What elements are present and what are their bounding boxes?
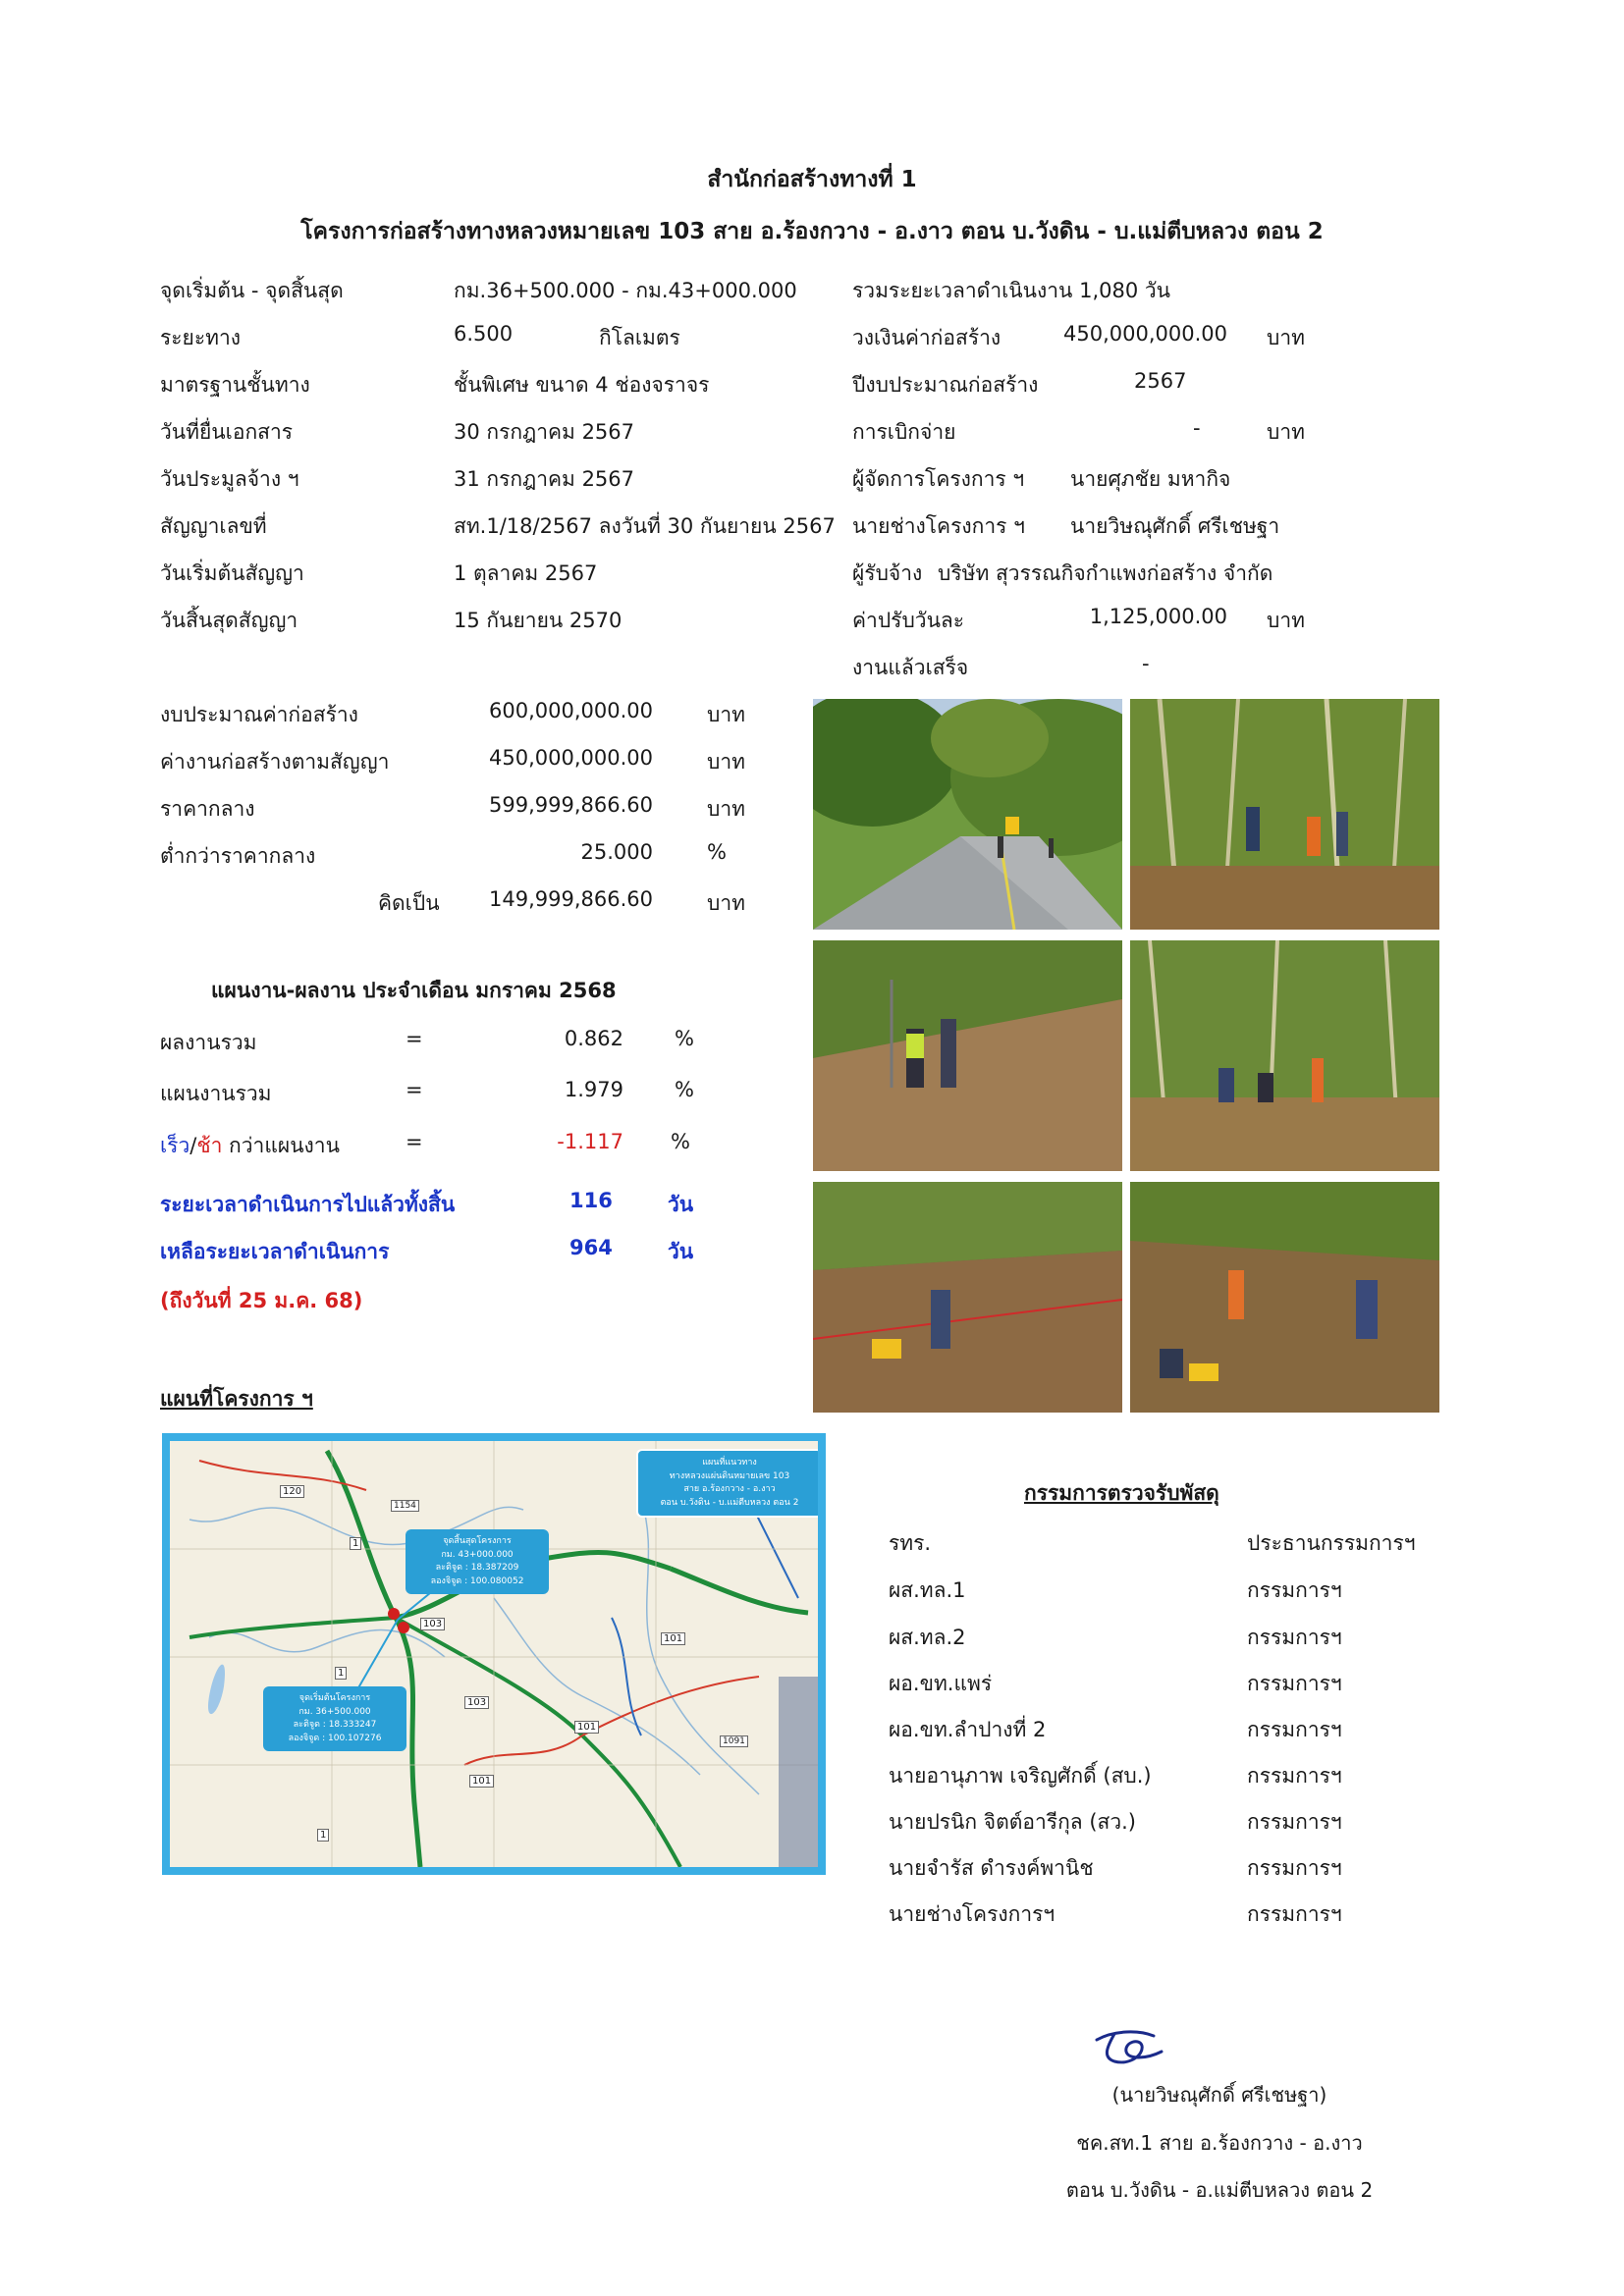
map-start-marker xyxy=(398,1622,409,1633)
committee-member-role: กรรมการฯ xyxy=(1247,1578,1342,1602)
progress-diff-label xyxy=(160,1130,340,1162)
committee-member-name: ผอ.ขท.แพร่ xyxy=(889,1672,993,1695)
committee-member-role: กรรมการฯ xyxy=(1247,1626,1342,1649)
budget-label: ค่างานก่อสร้างตามสัญญา xyxy=(160,750,390,774)
budget-unit: บาท xyxy=(707,703,745,726)
site-photo-slope-2 xyxy=(813,1182,1122,1413)
budget-value: 599,999,866.60 xyxy=(489,793,653,817)
budget-unit: บาท xyxy=(707,891,745,915)
map-heading: แผนที่โครงการ ฯ xyxy=(160,1387,313,1411)
route-label-1: 1 xyxy=(350,1537,361,1550)
legend-line: ตอน บ.วังดิน - บ.แม่ตีบหลวง ตอน 2 xyxy=(660,1497,799,1508)
committee-member-name: ผส.ทล.2 xyxy=(889,1626,966,1649)
info-label: วงเงินค่าก่อสร้าง xyxy=(852,326,1001,349)
route-label-101: 101 xyxy=(574,1721,599,1734)
signer-position: ชค.สท.1 สาย อ.ร้องกวาง - อ.งาว xyxy=(1076,2131,1363,2155)
info-unit: บาท xyxy=(1267,420,1305,444)
slow-label: ช้า xyxy=(196,1134,223,1157)
progress-unit: % xyxy=(675,1078,694,1101)
elapsed-unit: วัน xyxy=(668,1193,694,1216)
project-title: โครงการก่อสร้างทางหลวงหมายเลข 103 สาย อ.ร้องกวาง - อ.งาว ตอน บ.วังดิน - บ.แม่ตีบหลวง ตอน 2 xyxy=(300,219,1324,244)
committee-member-name: นายปรนิก จิตต์อารีกุล (สว.) xyxy=(889,1810,1136,1834)
committee-member-name: นายจำรัส ดำรงค์พานิช xyxy=(889,1856,1094,1880)
info-label: วันสิ้นสุดสัญญา xyxy=(160,609,298,632)
info-label: ค่าปรับวันละ xyxy=(852,609,965,632)
info-value: บริษัท สุวรรณกิจกำแพงก่อสร้าง จำกัด xyxy=(938,561,1273,585)
remaining-unit: วัน xyxy=(668,1240,694,1263)
site-photo-forest-2 xyxy=(1130,940,1439,1171)
remaining-label: เหลือระยะเวลาดำเนินการ xyxy=(160,1240,390,1263)
info-value: สท.1/18/2567 ลงวันที่ 30 กันยายน 2567 xyxy=(454,514,836,538)
info-label: สัญญาเลขที่ xyxy=(160,514,267,538)
committee-member-role: กรรมการฯ xyxy=(1247,1764,1342,1788)
budget-label: คิดเป็น xyxy=(378,891,440,915)
committee-member-role: กรรมการฯ xyxy=(1247,1810,1342,1834)
info-label: นายช่างโครงการ ฯ xyxy=(852,514,1025,538)
info-value: 2567 xyxy=(1134,369,1187,393)
signer-name: (นายวิษณุศักดิ์ ศรีเชษฐา) xyxy=(1111,2083,1327,2107)
committee-member-name: รทร. xyxy=(889,1531,932,1555)
route-label-101: 101 xyxy=(661,1632,685,1645)
budget-value: 600,000,000.00 xyxy=(489,699,653,722)
progress-unit: % xyxy=(671,1130,690,1153)
end-line: จุดสิ้นสุดโครงการ xyxy=(443,1536,512,1546)
diff-rest: กว่าแผนงาน xyxy=(222,1134,340,1157)
info-value: 30 กรกฎาคม 2567 xyxy=(454,420,635,444)
committee-member-role: ประธานกรรมการฯ xyxy=(1247,1531,1416,1555)
route-label-1091: 1091 xyxy=(720,1735,748,1747)
progress-unit: % xyxy=(675,1027,694,1050)
budget-unit: % xyxy=(707,840,727,864)
site-photo-slope-3 xyxy=(1130,1182,1439,1413)
signature-mark xyxy=(1085,2022,1173,2071)
info-value: กม.36+500.000 - กม.43+000.000 xyxy=(454,279,797,302)
progress-value: 0.862 xyxy=(564,1027,623,1050)
site-photo-road xyxy=(813,699,1122,930)
budget-value: 149,999,866.60 xyxy=(489,887,653,911)
budget-unit: บาท xyxy=(707,750,745,774)
info-label: ปีงบประมาณก่อสร้าง xyxy=(852,373,1039,397)
map-start-callout xyxy=(263,1686,406,1751)
info-value: 1,125,000.00 xyxy=(1089,605,1227,628)
route-label-103: 103 xyxy=(420,1618,445,1630)
budget-label: ต่ำกว่าราคากลาง xyxy=(160,844,316,868)
info-label: วันประมูลจ้าง ฯ xyxy=(160,467,299,491)
info-label: ผู้รับจ้าง xyxy=(852,561,923,585)
info-value: 450,000,000.00 xyxy=(1063,322,1227,346)
progress-label: ผลงานรวม xyxy=(160,1031,257,1054)
as-of-date: (ถึงวันที่ 25 ม.ค. 68) xyxy=(160,1289,363,1312)
info-value: ชั้นพิเศษ ขนาด 4 ช่องจราจร xyxy=(454,373,710,397)
start-line: กม. 36+500.000 xyxy=(298,1706,371,1717)
progress-diff-value: -1.117 xyxy=(557,1130,623,1153)
progress-label: แผนงานรวม xyxy=(160,1082,272,1105)
info-value: 6.500 xyxy=(454,322,514,346)
route-label-103: 103 xyxy=(464,1696,489,1709)
committee-member-name: นายช่างโครงการฯ xyxy=(889,1902,1056,1926)
start-line: ละติจูด : 18.333247 xyxy=(293,1720,377,1730)
start-line: ลองจิจูด : 100.107276 xyxy=(288,1733,382,1743)
info-value: 1 ตุลาคม 2567 xyxy=(454,561,598,585)
info-label: มาตรฐานชั้นทาง xyxy=(160,373,310,397)
info-label: ผู้จัดการโครงการ ฯ xyxy=(852,467,1025,491)
progress-eq: = xyxy=(406,1130,423,1153)
info-value: 15 กันยายน 2570 xyxy=(454,609,623,632)
budget-label: ราคากลาง xyxy=(160,797,255,821)
slash: / xyxy=(189,1134,197,1157)
committee-heading: กรรมการตรวจรับพัสดุ xyxy=(1024,1481,1219,1505)
info-label: ระยะทาง xyxy=(160,326,242,349)
route-label-101: 101 xyxy=(469,1775,494,1788)
project-map xyxy=(162,1433,826,1875)
info-label: การเบิกจ่าย xyxy=(852,420,956,444)
info-label: รวมระยะเวลาดำเนินงาน 1,080 วัน xyxy=(852,279,1171,302)
start-line: จุดเริ่มต้นโครงการ xyxy=(298,1693,371,1703)
elapsed-value: 116 xyxy=(569,1189,613,1212)
map-end-marker xyxy=(388,1608,400,1620)
route-label-120: 120 xyxy=(280,1485,304,1498)
legend-line: สาย อ.ร้องกวาง - อ.งาว xyxy=(683,1484,776,1494)
info-value: - xyxy=(1193,416,1201,440)
progress-value: 1.979 xyxy=(564,1078,623,1101)
progress-eq: = xyxy=(406,1027,423,1050)
legend-line: ทางหลวงแผ่นดินหมายเลข 103 xyxy=(669,1470,790,1481)
end-line: ละติจูด : 18.387209 xyxy=(435,1563,519,1573)
signer-section: ตอน บ.วังดิน - อ.แม่ตีบหลวง ตอน 2 xyxy=(1065,2178,1374,2202)
info-label: งานแล้วเสร็จ xyxy=(852,656,969,679)
remaining-value: 964 xyxy=(569,1236,613,1259)
legend-line: แผนที่แนวทาง xyxy=(702,1458,757,1468)
committee-member-name: นายอานุภาพ เจริญศักดิ์ (สบ.) xyxy=(889,1764,1152,1788)
end-line: ลองจิจูด : 100.080052 xyxy=(430,1575,524,1586)
site-photo-slope-1 xyxy=(813,940,1122,1171)
elapsed-label: ระยะเวลาดำเนินการไปแล้วทั้งสิ้น xyxy=(160,1193,456,1216)
route-label-1: 1 xyxy=(335,1667,347,1680)
route-label-1154: 1154 xyxy=(391,1500,419,1512)
info-value: นายศุภชัย มหากิจ xyxy=(1070,467,1231,491)
info-unit: บาท xyxy=(1267,609,1305,632)
info-label: วันเริ่มต้นสัญญา xyxy=(160,561,304,585)
committee-member-role: กรรมการฯ xyxy=(1247,1718,1342,1741)
map-legend-box xyxy=(636,1449,823,1518)
budget-value: 450,000,000.00 xyxy=(489,746,653,770)
info-value: 31 กรกฎาคม 2567 xyxy=(454,467,635,491)
office-title: สำนักก่อสร้างทางที่ 1 xyxy=(707,167,917,192)
site-photo-forest-1 xyxy=(1130,699,1439,930)
committee-member-role: กรรมการฯ xyxy=(1247,1902,1342,1926)
route-label-1: 1 xyxy=(317,1829,329,1842)
progress-title: แผนงาน-ผลงาน ประจำเดือน มกราคม 2568 xyxy=(211,979,617,1002)
committee-member-role: กรรมการฯ xyxy=(1247,1672,1342,1695)
budget-value: 25.000 xyxy=(580,840,653,864)
map-end-callout xyxy=(406,1529,549,1594)
end-line: กม. 43+000.000 xyxy=(441,1549,514,1560)
committee-member-name: ผส.ทล.1 xyxy=(889,1578,966,1602)
budget-unit: บาท xyxy=(707,797,745,821)
progress-eq: = xyxy=(406,1078,423,1101)
info-value: นายวิษณุศักดิ์ ศรีเชษฐา xyxy=(1070,514,1280,538)
fast-label: เร็ว xyxy=(160,1134,190,1157)
committee-member-name: ผอ.ขท.ลำปางที่ 2 xyxy=(889,1718,1047,1741)
info-unit: กิโลเมตร xyxy=(599,326,680,349)
info-value: - xyxy=(1142,652,1150,675)
committee-member-role: กรรมการฯ xyxy=(1247,1856,1342,1880)
info-label: วันที่ยื่นเอกสาร xyxy=(160,420,294,444)
info-label: จุดเริ่มต้น - จุดสิ้นสุด xyxy=(160,279,344,302)
budget-label: งบประมาณค่าก่อสร้าง xyxy=(160,703,358,726)
info-unit: บาท xyxy=(1267,326,1305,349)
